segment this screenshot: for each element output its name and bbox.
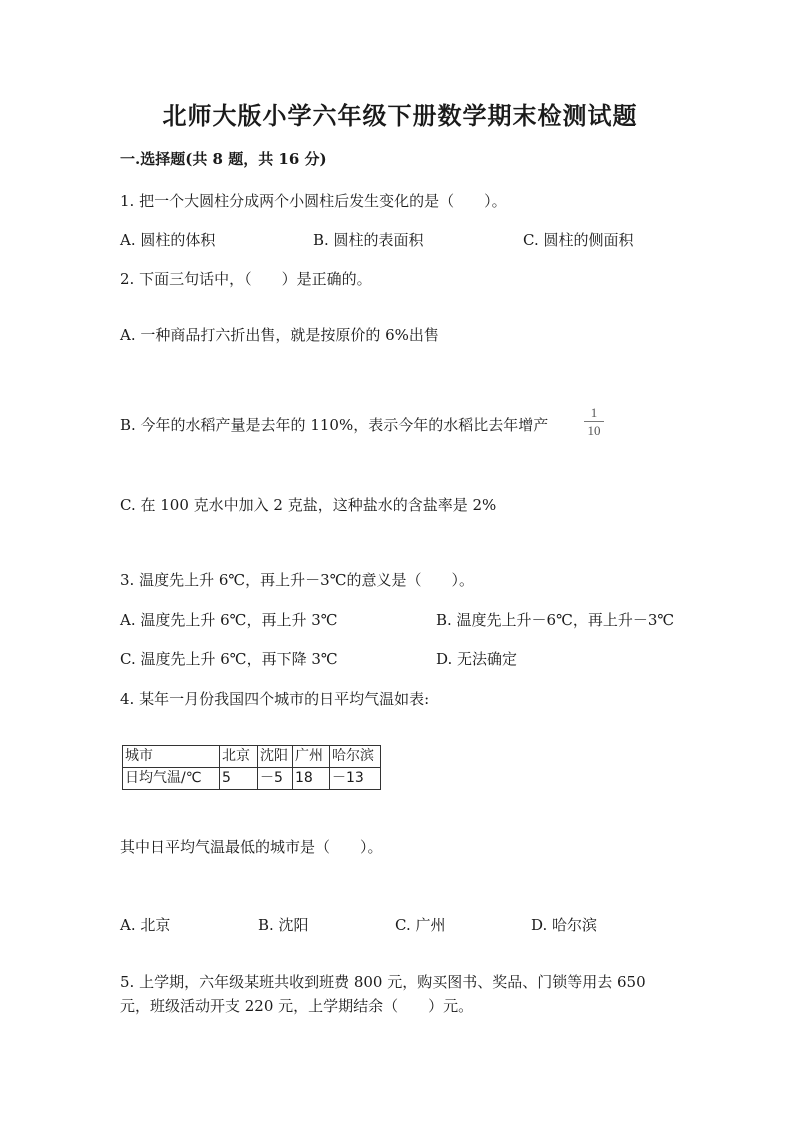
fraction-denominator: 10: [587, 423, 601, 438]
fraction-bar: [584, 421, 604, 422]
question-4-option-a: A. 北京: [120, 916, 171, 934]
table-cell: 北京: [220, 746, 258, 768]
question-1-stem: 1. 把一个大圆柱分成两个小圆柱后发生变化的是（ ）。: [120, 192, 507, 210]
table-cell: 5: [220, 768, 258, 790]
question-5-stem-line-1: 5. 上学期，六年级某班共收到班费 800 元，购买图书、奖品、门锁等用去 650: [120, 973, 646, 991]
question-1-option-a: A. 圆柱的体积: [120, 231, 216, 249]
table-header-row: [123, 746, 381, 768]
table-cell: 哈尔滨: [330, 746, 381, 768]
table-cell: 日均气温/℃: [123, 768, 220, 790]
question-3-option-d: D. 无法确定: [436, 650, 518, 668]
question-4-followup: 其中日平均气温最低的城市是（ ）。: [120, 838, 383, 856]
question-2-option-b: B. 今年的水稻产量是去年的 110%，表示今年的水稻比去年增产: [120, 416, 549, 434]
table-row: [123, 768, 381, 790]
table-cell: 城市: [123, 746, 220, 768]
page-title: 北师大版小学六年级下册数学期末检测试题: [162, 101, 638, 130]
question-3-option-c: C. 温度先上升 6℃，再下降 3℃: [120, 650, 338, 668]
table-cell: 沈阳: [258, 746, 293, 768]
fraction-numerator: 1: [590, 405, 598, 420]
question-2-option-a: A. 一种商品打六折出售，就是按原价的 6%出售: [120, 326, 439, 344]
table-cell: －5: [258, 768, 293, 790]
question-4-stem: 4. 某年一月份我国四个城市的日平均气温如表:: [120, 690, 430, 708]
temperature-table: [122, 745, 381, 790]
table-cell: 18: [293, 768, 330, 790]
question-4-option-c: C. 广州: [395, 916, 446, 934]
question-2-stem: 2. 下面三句话中，（ ）是正确的。: [120, 270, 372, 288]
question-4-option-b: B. 沈阳: [258, 916, 309, 934]
question-4-option-d: D. 哈尔滨: [531, 916, 598, 934]
question-3-option-b: B. 温度先上升－6℃，再上升－3℃: [436, 611, 675, 629]
question-3-stem: 3. 温度先上升 6℃，再上升－3℃的意义是（ ）。: [120, 571, 474, 589]
question-1-option-b: B. 圆柱的表面积: [313, 231, 424, 249]
table-cell: －13: [330, 768, 381, 790]
question-2-option-c: C. 在 100 克水中加入 2 克盐，这种盐水的含盐率是 2%: [120, 496, 497, 514]
question-1-option-c: C. 圆柱的侧面积: [523, 231, 634, 249]
question-3-option-a: A. 温度先上升 6℃，再上升 3℃: [120, 611, 338, 629]
section-heading: 一.选择题(共 8 题，共 16 分): [120, 150, 327, 168]
table-cell: 广州: [293, 746, 330, 768]
fraction-one-tenth: [584, 406, 604, 437]
question-5-stem-line-2: 元，班级活动开支 220 元，上学期结余（ ）元。: [120, 997, 474, 1015]
